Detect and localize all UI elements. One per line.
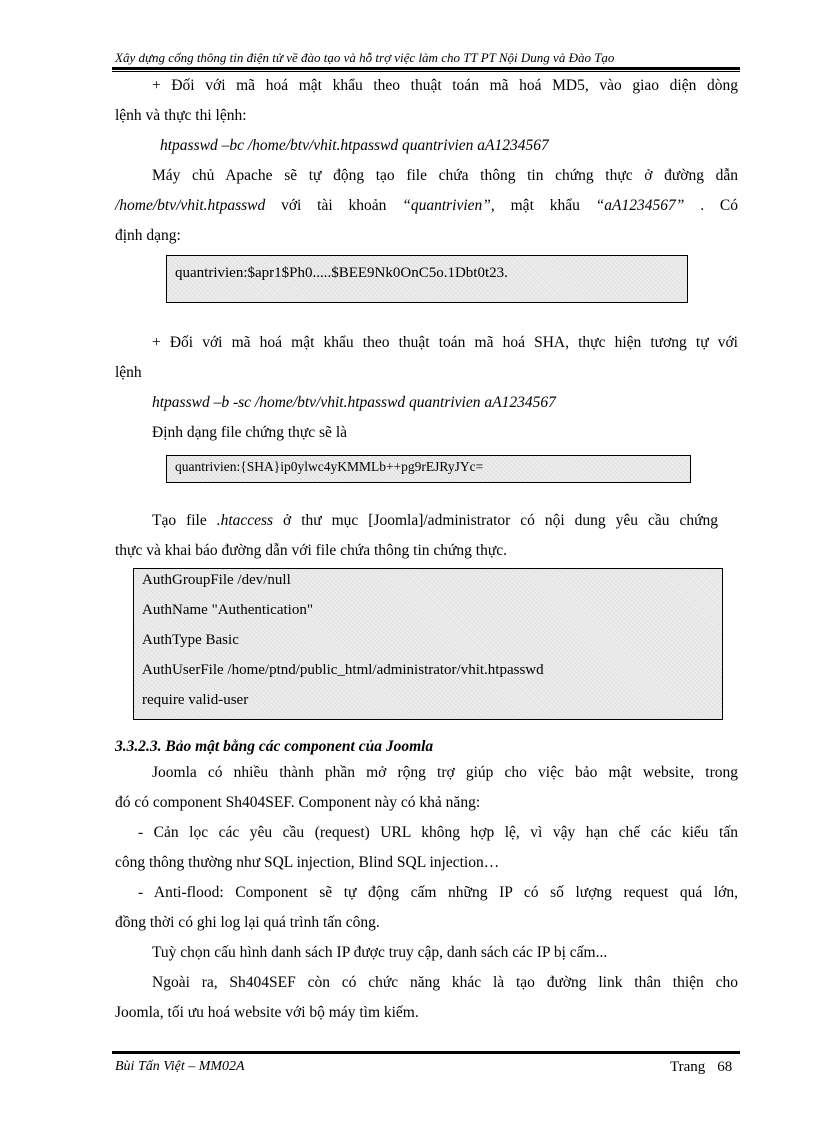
section-p2: Tuỳ chọn cấu hình danh sách IP được truy cập, danh sách các IP bị cấm... bbox=[152, 944, 608, 961]
config-line: AuthName "Authentication" bbox=[142, 602, 313, 618]
md5-desc-line1: Máy chủ Apache sẽ tự động tạo file chứa thông tin chứng thực ở đường dẫn bbox=[152, 167, 738, 184]
section-p1-line1: Joomla có nhiều thành phần mở rộng trợ giúp cho việc bảo mật website, trong bbox=[152, 764, 738, 781]
bullet1-line1: - Cản lọc các yêu cầu (request) URL không hợp lệ, vì vậy hạn chế các kiểu tấn bbox=[138, 824, 738, 841]
bullet2-line2: đồng thời có ghi log lại quá trình tấn công. bbox=[115, 914, 380, 931]
htaccess-config-box bbox=[133, 568, 723, 720]
md5-pass: “aA1234567” bbox=[595, 197, 685, 214]
md5-desc-line3: định dạng: bbox=[115, 227, 181, 244]
sha-intro-line2: lệnh bbox=[115, 364, 142, 381]
page-label: Trang bbox=[670, 1059, 706, 1075]
bullet1-line2: công thông thường như SQL injection, Blind SQL injection… bbox=[115, 854, 500, 871]
sha-desc: Định dạng file chứng thực sẽ là bbox=[152, 424, 347, 441]
htaccess-filename: .htaccess bbox=[216, 512, 274, 529]
page-header-title: Xây dựng cổng thông tin điện tử về đào tạo và hỗ trợ việc làm cho TT PT Nội Dung và Đào Tạo bbox=[115, 50, 615, 65]
md5-desc-mid: với tài khoản bbox=[265, 197, 403, 214]
config-line: AuthType Basic bbox=[142, 632, 239, 648]
footer-author: Bùi Tấn Việt – MM02A bbox=[115, 1059, 245, 1074]
bullet2-line1: - Anti-flood: Component sẽ tự động cấm những IP có số lượng request quá lớn, bbox=[138, 884, 738, 901]
config-line: require valid-user bbox=[142, 692, 249, 708]
md5-user: “quantrivien” bbox=[402, 197, 491, 214]
md5-intro-line1: + Đối với mã hoá mật khẩu theo thuật toán mã hoá MD5, vào giao diện dòng bbox=[152, 77, 738, 94]
htaccess-line2: thực và khai báo đường dẫn với file chứa thông tin chứng thực. bbox=[115, 542, 507, 559]
htaccess-line1-start: Tạo file bbox=[152, 512, 217, 529]
md5-desc-mid2: , mật khẩu bbox=[490, 197, 596, 214]
footer-page bbox=[670, 1059, 732, 1076]
md5-path: /home/btv/vhit.htpasswd bbox=[115, 197, 266, 214]
md5-format-box bbox=[166, 255, 688, 303]
htaccess-line1-end: ở thư mục [Joomla]/administrator có nội dung yêu cầu chứng bbox=[273, 512, 718, 529]
md5-desc-line2 bbox=[115, 191, 738, 221]
sha-format-text: quantrivien:{SHA}ip0ylwc4yKMMLb++pg9rEJRyJYc= bbox=[175, 459, 484, 474]
sha-command: htpasswd –b -sc /home/btv/vhit.htpasswd quantrivien aA1234567 bbox=[152, 394, 556, 411]
config-line: AuthUserFile /home/ptnd/public_html/administrator/vhit.htpasswd bbox=[142, 662, 544, 678]
sha-format-box bbox=[166, 455, 691, 483]
htaccess-line1 bbox=[152, 506, 718, 536]
md5-command: htpasswd –bc /home/btv/vhit.htpasswd quantrivien aA1234567 bbox=[160, 137, 549, 154]
md5-format-text: quantrivien:$apr1$Ph0.....$BEE9Nk0OnC5o.1Dbt0t23. bbox=[175, 265, 508, 281]
section-p3-line1: Ngoài ra, Sh404SEF còn có chức năng khác là tạo đường link thân thiện cho bbox=[152, 974, 738, 991]
config-line: AuthGroupFile /dev/null bbox=[142, 572, 291, 588]
section-p1-line2: đó có component Sh404SEF. Component này có khả năng: bbox=[115, 794, 481, 811]
md5-desc-end: . Có bbox=[684, 197, 739, 214]
page-number: 68 bbox=[717, 1059, 733, 1075]
section-p3-line2: Joomla, tối ưu hoá website với bộ máy tìm kiếm. bbox=[115, 1004, 419, 1021]
md5-intro-line2: lệnh và thực thi lệnh: bbox=[115, 107, 247, 124]
section-heading: 3.3.2.3. Bảo mật bằng các component của Joomla bbox=[115, 738, 434, 755]
footer-rule bbox=[112, 1051, 740, 1054]
sha-intro-line1: + Đối với mã hoá mật khẩu theo thuật toán mã hoá SHA, thực hiện tương tự với bbox=[152, 334, 738, 351]
